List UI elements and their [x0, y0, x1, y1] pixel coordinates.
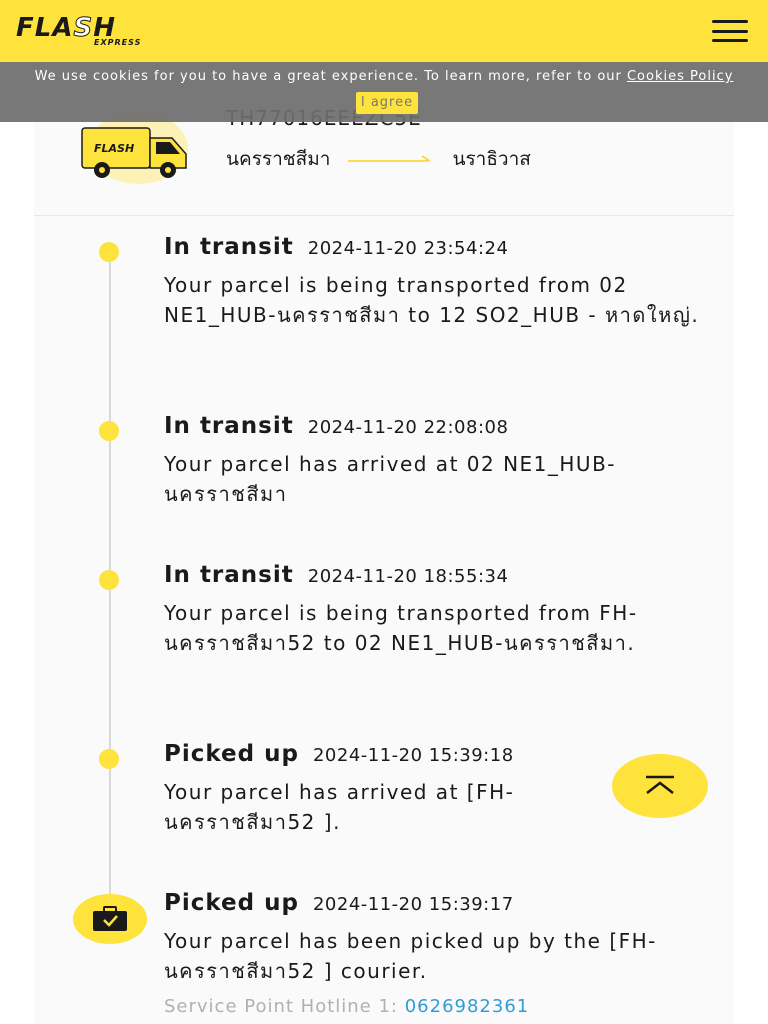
- timeline-dot: [99, 570, 119, 590]
- event-description: Your parcel has been picked up by the [FH-นครราชสีมา52 ] courier.: [164, 929, 657, 983]
- chevron-up-icon: [644, 775, 676, 797]
- pickup-status-badge: [73, 894, 147, 944]
- event-time: 2024-11-20 15:39:17: [312, 894, 514, 915]
- timeline-dot: [99, 749, 119, 769]
- event-status: Picked up: [164, 890, 299, 916]
- hamburger-icon[interactable]: [712, 20, 748, 42]
- package-icon: [91, 905, 129, 933]
- logo-subtext: EXPRESS: [94, 38, 142, 47]
- cookie-text: We use cookies for you to have a great experience. To learn more, refer to our: [34, 69, 627, 84]
- hotline-label: Service Point Hotline 1:: [164, 996, 405, 1017]
- event-time: 2024-11-20 23:54:24: [307, 238, 509, 259]
- route: [226, 144, 531, 174]
- header-bar: [0, 0, 768, 62]
- back-to-top-button[interactable]: [612, 754, 708, 818]
- event-time: 2024-11-20 18:55:34: [307, 566, 509, 587]
- timeline-event: [164, 890, 704, 1017]
- event-description: Your parcel is being transported from 02 NE1_HUB-นครราชสีมา to 12 SO2_HUB - หาดใหญ่.: [164, 273, 700, 327]
- event-description: Your parcel has arrived at [FH-นครราชสีมา52 ].: [164, 780, 515, 834]
- timeline-event: [164, 234, 704, 330]
- timeline-dot: [99, 242, 119, 262]
- hotline-phone-link[interactable]: 0626982361: [404, 996, 530, 1017]
- event-status: In transit: [164, 234, 294, 260]
- event-time: 2024-11-20 22:08:08: [307, 417, 509, 438]
- timeline-event: [164, 413, 704, 509]
- event-time: 2024-11-20 15:39:18: [312, 745, 514, 766]
- event-description: Your parcel has arrived at 02 NE1_HUB-นครราชสีมา: [164, 452, 617, 506]
- origin-city: นครราชสีมา: [226, 148, 331, 170]
- timeline-event: [164, 741, 604, 837]
- event-status: In transit: [164, 562, 294, 588]
- service-point-hotline: [164, 996, 704, 1017]
- timeline-event: [164, 562, 704, 658]
- event-status: In transit: [164, 413, 294, 439]
- flash-express-logo[interactable]: [16, 15, 141, 47]
- event-status: Picked up: [164, 741, 299, 767]
- arrow-right-icon: [348, 152, 434, 166]
- destination-city: นราธิวาส: [452, 148, 531, 170]
- cookie-banner: [0, 62, 768, 122]
- event-description: Your parcel is being transported from FH-นครราชสีมา52 to 02 NE1_HUB-นครราชสีมา.: [164, 601, 638, 655]
- svg-text:FLASH: FLASH: [94, 142, 135, 155]
- logo-text: FLASH: [16, 13, 116, 43]
- agree-button[interactable]: I agree: [356, 92, 418, 114]
- timeline-dot: [99, 421, 119, 441]
- cookies-policy-link[interactable]: Cookies Policy: [626, 69, 734, 84]
